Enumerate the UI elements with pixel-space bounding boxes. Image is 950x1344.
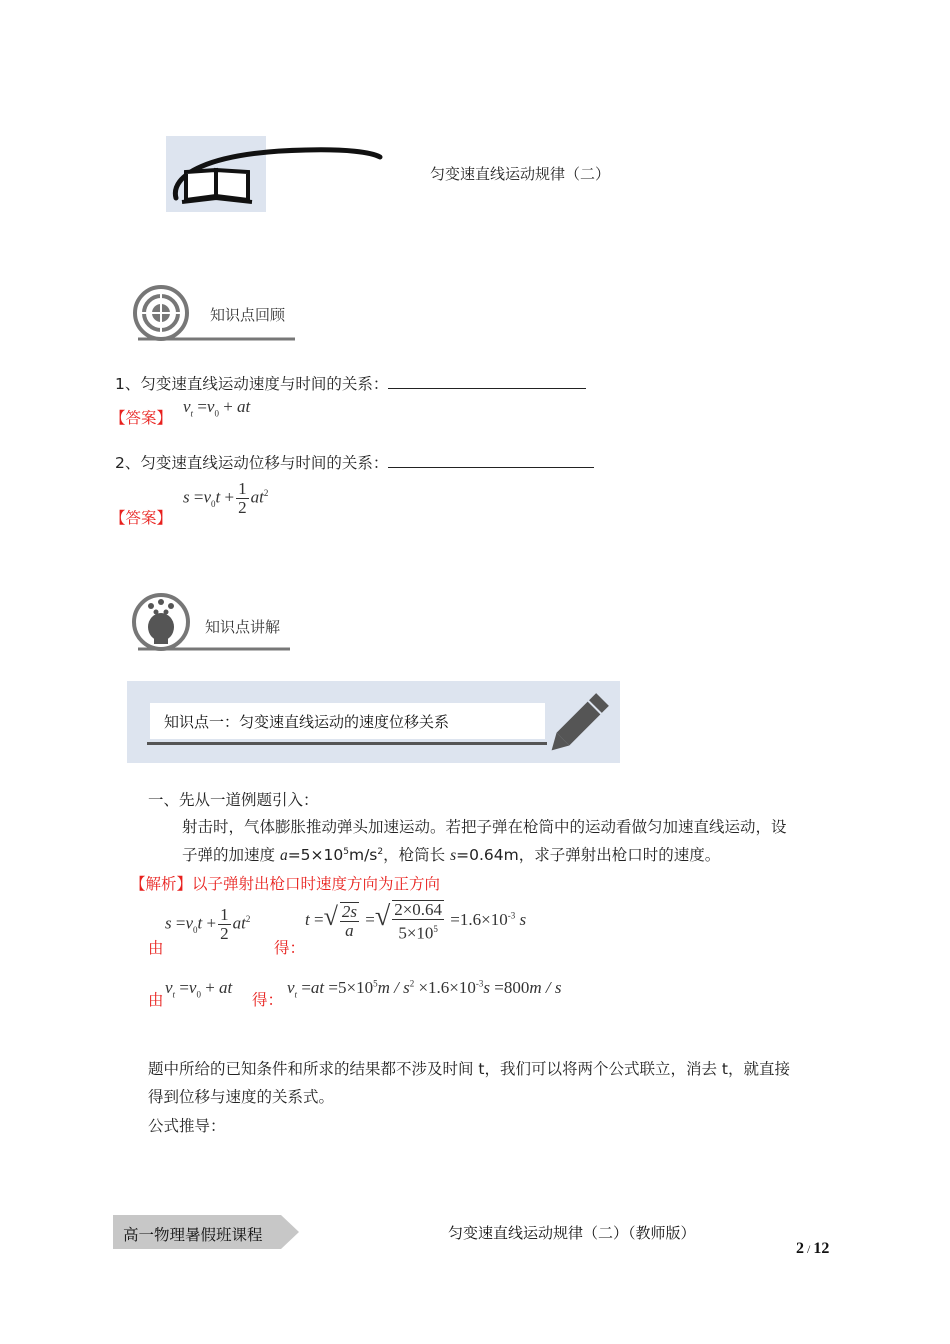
page-number: 2 / 12 (796, 1240, 830, 1257)
book-logo (166, 136, 393, 212)
question-1-text: 1、匀变速直线运动速度与时间的关系： (115, 375, 389, 393)
knowledge-point-title: 知识点一：匀变速直线运动的速度位移关系 (164, 713, 450, 731)
banner-underline (147, 742, 547, 745)
section-explain-title: 知识点讲解 (205, 618, 281, 636)
page-title: 匀变速直线运动规律（二） (430, 165, 611, 183)
knowledge-point-banner (127, 681, 620, 763)
footer-title: 匀变速直线运动规律（二）（教师版） (448, 1224, 696, 1242)
footer-course: 高一物理暑假班课程 (123, 1226, 263, 1244)
analysis-heading: 【解析】以子弹射出枪口时速度方向为正方向 (130, 875, 441, 893)
derivation-result-t: t =√ $\frac{2s}{a}$ =√ $\frac{2\times 0.64}{5\times 10^5}$ $=1.6\times 10^{-3}$ s (305, 900, 527, 943)
derivation-result-v: $v_t =at =5\times 10^5m / s^2 \times 1.6\times 10^{-3}s =800m / s$ (287, 978, 562, 1000)
answer-label-1: 【答案】 (110, 409, 173, 427)
example-problem-line2: 子弹的加速度 $a=5\times 10^5m/s^2$，枪筒长 s=0.64m，求子弹射出枪口时的速度。 (182, 846, 721, 864)
question-2 (115, 451, 594, 473)
derivation-de-1: 得： (274, 939, 306, 957)
derivation-de-2: 得： (252, 991, 284, 1009)
derivation-formula-v: $v_t =v_0$ + at (165, 978, 233, 1000)
pencil-icon (547, 687, 617, 753)
derivation-you-1: 由 (148, 939, 164, 957)
conclusion-line3: 公式推导： (148, 1117, 226, 1135)
derivation-formula-s: $s =v_0t$ + $\frac{1}{2}$ $at^2$ (165, 905, 251, 943)
conclusion-line2: 得到位移与速度的关系式。 (148, 1088, 335, 1106)
derivation-you-2: 由 (148, 991, 164, 1009)
example-intro: 一、先从一道例题引入： (148, 791, 319, 809)
answer-blank-2[interactable] (388, 453, 594, 468)
question-1 (115, 372, 586, 394)
answer-blank-1[interactable] (388, 374, 586, 389)
footer-course-tab (113, 1215, 301, 1249)
question-2-text: 2、匀变速直线运动位移与时间的关系： (115, 454, 389, 472)
example-problem-line1: 射击时，气体膨胀推动弹头加速运动。若把子弹在枪筒中的运动看做匀加速直线运动，设 (182, 818, 787, 836)
open-book-icon (166, 136, 393, 212)
conclusion-line1: 题中所给的已知条件和所求的结果都不涉及时间 t，我们可以将两个公式联立，消去 t，就直接 (148, 1060, 791, 1078)
answer-formula-1: $v_t =v_0$ + at (183, 397, 251, 419)
section-review-header (130, 284, 300, 344)
section-explain-header (130, 592, 295, 652)
answer-label-2: 【答案】 (110, 509, 173, 527)
answer-formula-2: $s =v_0t$ + $\frac{1}{2}$ $at^2$ (183, 479, 269, 517)
section-review-title: 知识点回顾 (210, 306, 286, 324)
